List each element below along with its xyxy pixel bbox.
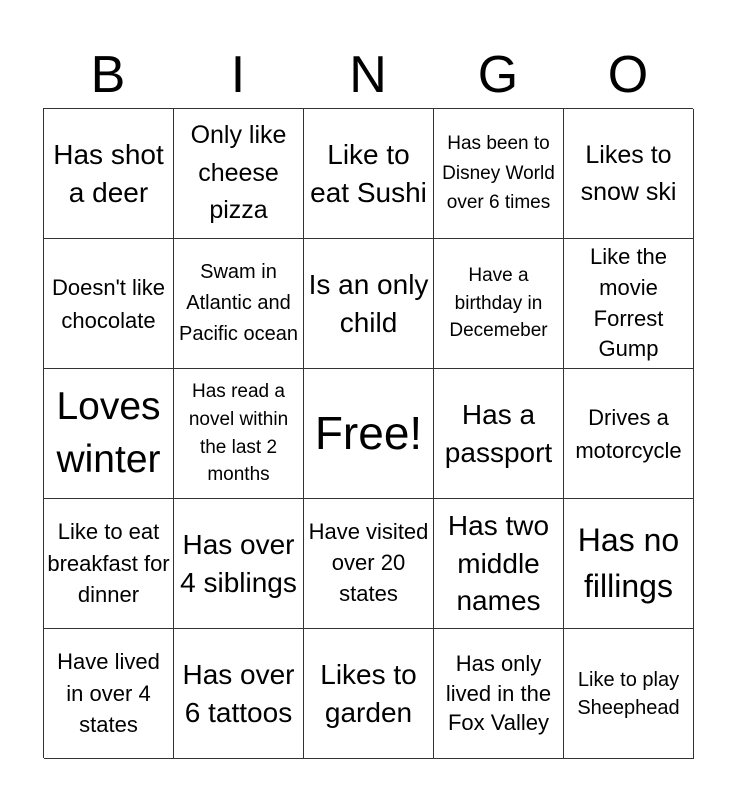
header-letter-g: G <box>477 46 519 104</box>
bingo-cell[interactable] <box>304 499 434 629</box>
bingo-cell[interactable] <box>434 369 564 499</box>
header-letter-o: O <box>607 46 649 104</box>
bingo-cell[interactable] <box>304 369 434 499</box>
bingo-cell[interactable] <box>44 629 174 759</box>
bingo-cell[interactable] <box>174 109 304 239</box>
bingo-cell[interactable] <box>174 499 304 629</box>
cell-text: Has no fillings <box>577 522 680 604</box>
cell-text: Loves winter <box>56 384 161 481</box>
cell-text: Has over 6 tattoos <box>182 658 295 728</box>
bingo-cell[interactable] <box>174 369 304 499</box>
cell-text: Like to eat Sushi <box>310 138 427 208</box>
bingo-header <box>43 44 693 106</box>
cell-text: Drives a motorcycle <box>575 404 682 463</box>
bingo-cell[interactable] <box>564 239 694 369</box>
bingo-cell[interactable] <box>44 499 174 629</box>
header-letter-n: N <box>349 46 387 104</box>
cell-text: Like to eat breakfast for dinner <box>47 518 170 608</box>
cell-text: Has only lived in the Fox Valley <box>445 650 552 736</box>
bingo-cell[interactable] <box>564 629 694 759</box>
free-space: Free! <box>314 406 423 459</box>
bingo-cell[interactable] <box>174 239 304 369</box>
bingo-cell[interactable] <box>434 109 564 239</box>
cell-text: Is an only child <box>308 268 429 338</box>
cell-text: Has read a novel within the last 2 months <box>188 381 289 486</box>
bingo-cell[interactable] <box>44 369 174 499</box>
cell-text: Likes to snow ski <box>580 141 677 206</box>
bingo-cell[interactable] <box>44 109 174 239</box>
bingo-cell[interactable] <box>564 369 694 499</box>
bingo-cell[interactable] <box>564 499 694 629</box>
cell-text: Has over 4 siblings <box>180 528 297 598</box>
bingo-cell[interactable] <box>434 629 564 759</box>
bingo-cell[interactable] <box>434 499 564 629</box>
bingo-cell[interactable] <box>304 629 434 759</box>
header-letter-b: B <box>90 46 126 104</box>
cell-text: Has a passport <box>444 398 553 468</box>
cell-text: Doesn't like chocolate <box>51 274 166 333</box>
bingo-cell[interactable] <box>44 239 174 369</box>
cell-text: Swam in Atlantic and Pacific ocean <box>179 261 298 345</box>
cell-text: Have a birthday in Decemeber <box>449 265 548 342</box>
cell-text: Has two middle names <box>447 509 550 617</box>
cell-text: Only like cheese pizza <box>190 121 287 225</box>
cell-text: Has been to Disney World over 6 times <box>442 133 555 214</box>
cell-text: Has shot a deer <box>53 138 164 208</box>
cell-text: Like to play Sheephead <box>577 668 680 719</box>
bingo-cell[interactable] <box>304 109 434 239</box>
bingo-cell[interactable] <box>564 109 694 239</box>
bingo-cell[interactable] <box>174 629 304 759</box>
cell-text: Have lived in over 4 states <box>57 648 160 738</box>
cell-text: Have visited over 20 states <box>308 519 429 606</box>
header-letter-i: I <box>230 46 246 104</box>
cell-text: Likes to garden <box>320 658 417 728</box>
bingo-cell[interactable] <box>304 239 434 369</box>
bingo-board <box>43 108 693 758</box>
bingo-cell[interactable] <box>434 239 564 369</box>
cell-text: Like the movie Forrest Gump <box>589 243 668 362</box>
